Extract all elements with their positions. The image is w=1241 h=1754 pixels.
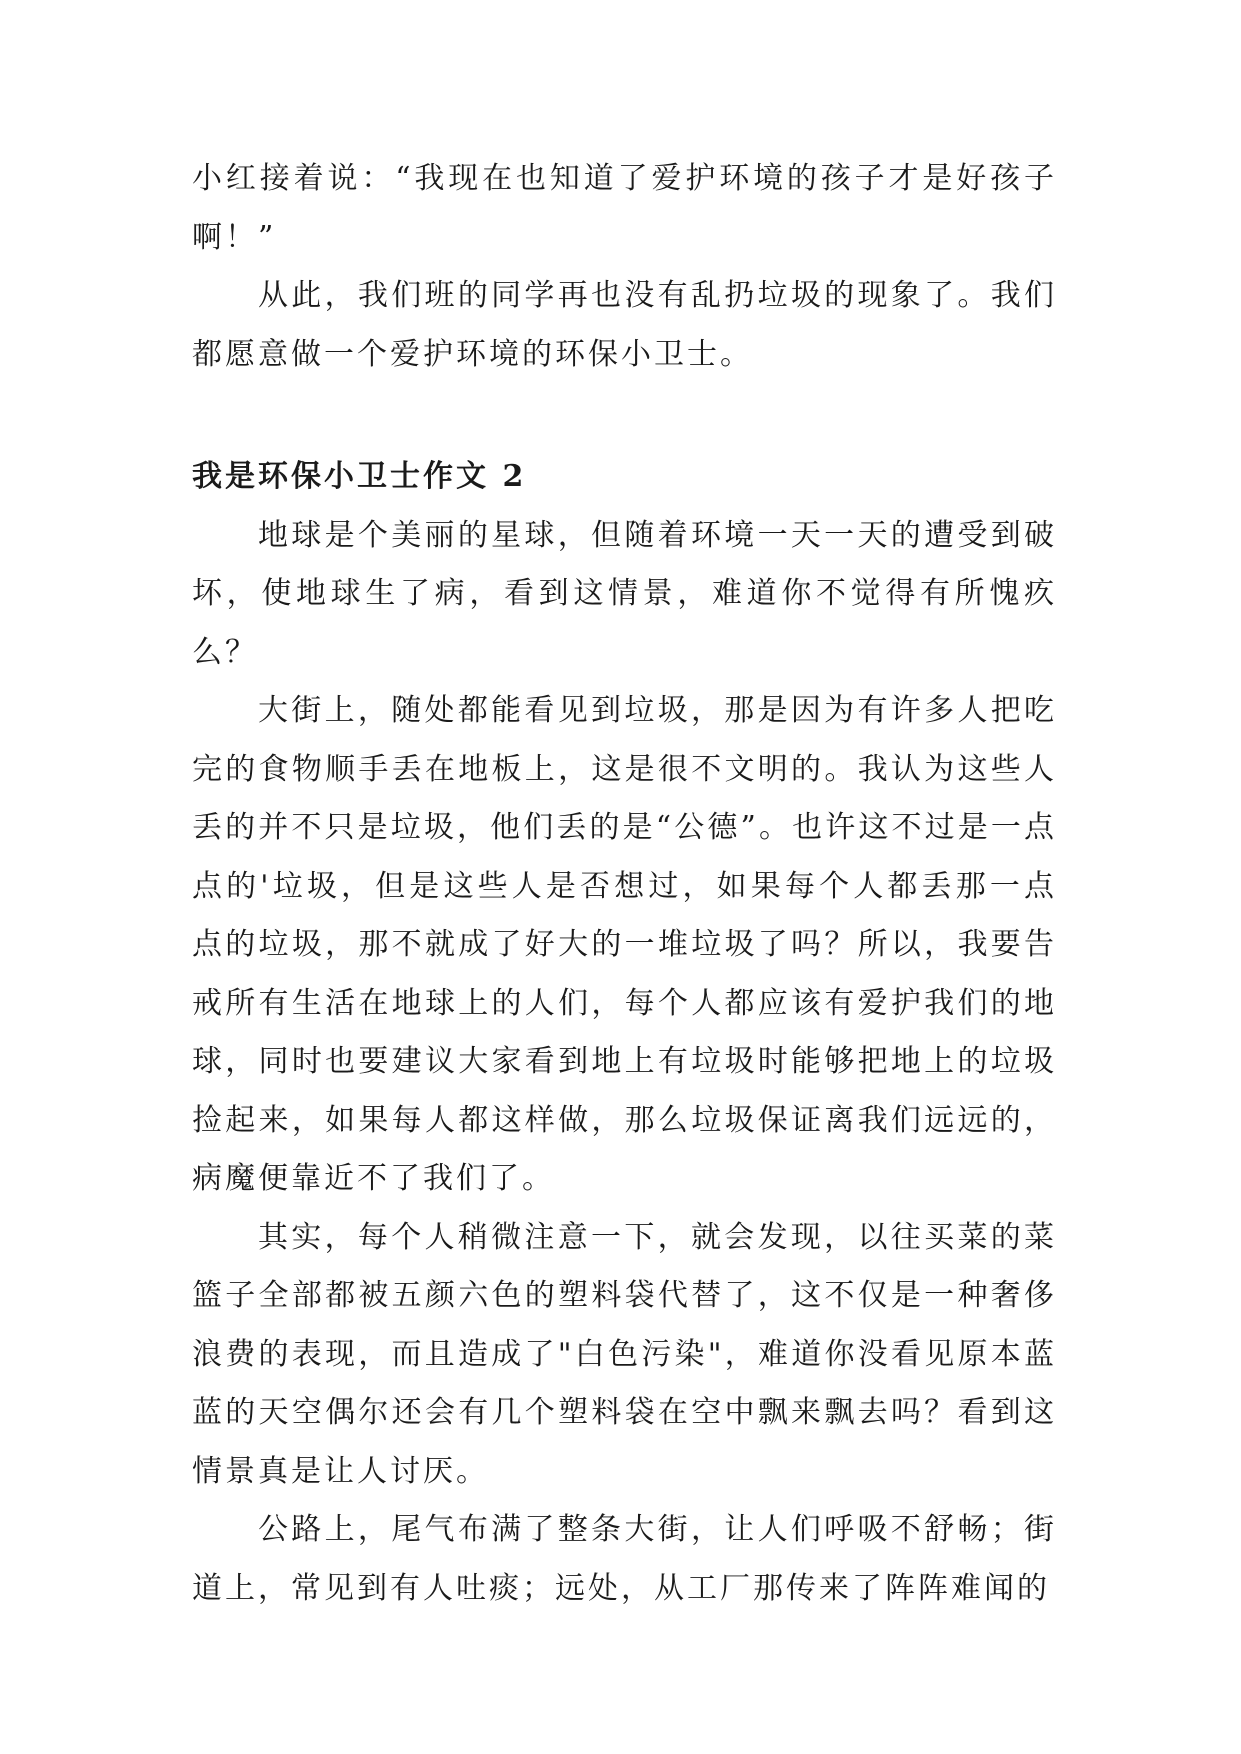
section-title: 我是环保小卫士作文 2: [192, 459, 527, 494]
paragraph-pollution: 公路上，尾气布满了整条大街，让人们呼吸不舒畅；街道上，常见到有人吐痰；远处，从工厂那传来了阵阵难闻的: [192, 1512, 1057, 1606]
paragraph-earth: 地球是个美丽的星球，但随着环境一天一天的遭受到破坏，使地球生了病，看到这情景，难道你不觉得有所愧疚么？: [192, 517, 1057, 670]
paragraph-dialogue: 小红接着说：“我现在也知道了爱护环境的孩子才是好孩子啊！”: [192, 161, 1057, 255]
paragraph-street-litter: 大街上，随处都能看见到垃圾，那是因为有许多人把吃完的食物顺手丢在地板上，这是很不文明的。我认为这些人丢的并不只是垃圾，他们丢的是“公德”。也许这不过是一点点的'垃圾，但是这些人是否想过，如果每个人都丢那一点点的垃圾，那不就成了好大的一堆垃圾了吗？所以，我要告戒所有生活在地球上的人们，每个人都应该有爱护我们的地球，同时也要建议大家看到地上有垃圾时能够把地上的垃圾捡起来，如果每人都这样做，那么垃圾保证离我们远远的，病魔便靠近不了我们了。: [192, 693, 1057, 1196]
paragraph-conclusion: 从此，我们班的同学再也没有乱扔垃圾的现象了。我们都愿意做一个爱护环境的环保小卫士。: [192, 278, 1057, 372]
paragraph-plastic-bags: 其实，每个人稍微注意一下，就会发现，以往买菜的菜篮子全部都被五颜六色的塑料袋代替了，这不仅是一种奢侈浪费的表现，而且造成了"白色污染"，难道你没看见原本蓝蓝的天空偶尔还会有几个塑料袋在空中飘来飘去吗？看到这情景真是让人讨厌。: [192, 1219, 1057, 1489]
document-body: [192, 150, 1057, 1618]
